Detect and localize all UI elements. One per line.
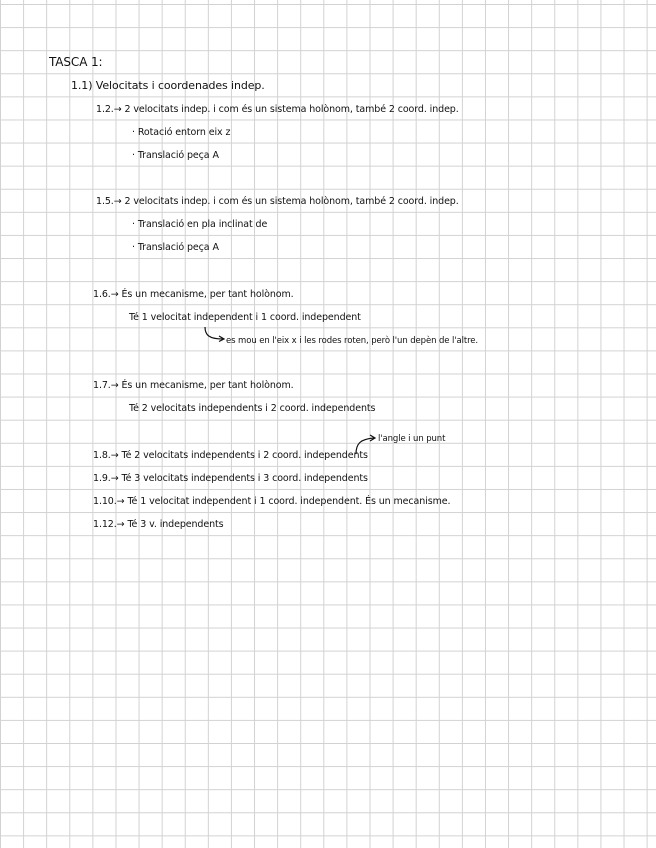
entry-1-5-item-translation: · Translació peça A bbox=[132, 242, 219, 253]
entry-1-2-item-translation: · Translació peça A bbox=[132, 150, 219, 161]
entry-1-6: 1.6.→ És un mecanisme, per tant holònom. bbox=[93, 289, 294, 300]
entry-1-2: 1.2.→ 2 velocitats indep. i com és un sistema holònom, també 2 coord. indep. bbox=[96, 104, 459, 115]
entry-1-5: 1.5.→ 2 velocitats indep. i com és un sistema holònom, també 2 coord. indep. bbox=[96, 196, 459, 207]
page-title: TASCA 1: bbox=[49, 55, 103, 69]
entry-1-6-annotation: es mou en l'eix x i les rodes roten, però l'un depèn de l'altre. bbox=[226, 336, 479, 346]
entry-1-6-detail: Té 1 velocitat independent i 1 coord. independent bbox=[129, 312, 361, 323]
entry-1-7-detail: Té 2 velocitats independents i 2 coord. independents bbox=[129, 403, 376, 414]
entry-1-5-item-incline: · Translació en pla inclinat de bbox=[132, 219, 268, 230]
entry-1-7: 1.7.→ És un mecanisme, per tant holònom. bbox=[93, 380, 294, 391]
entry-1-8-annotation: l'angle i un punt bbox=[378, 434, 446, 444]
entry-1-2-item-rotation: · Rotació entorn eix z bbox=[132, 127, 231, 138]
entry-1-9: 1.9.→ Té 3 velocitats independents i 3 coord. independents bbox=[93, 473, 368, 484]
entry-1-10: 1.10.→ Té 1 velocitat independent i 1 coord. independent. És un mecanisme. bbox=[93, 496, 451, 507]
section-heading: 1.1) Velocitats i coordenades indep. bbox=[71, 79, 265, 92]
entry-1-12: 1.12.→ Té 3 v. independents bbox=[93, 519, 224, 530]
entry-1-8: 1.8.→ Té 2 velocitats independents i 2 coord. independents bbox=[93, 450, 368, 461]
